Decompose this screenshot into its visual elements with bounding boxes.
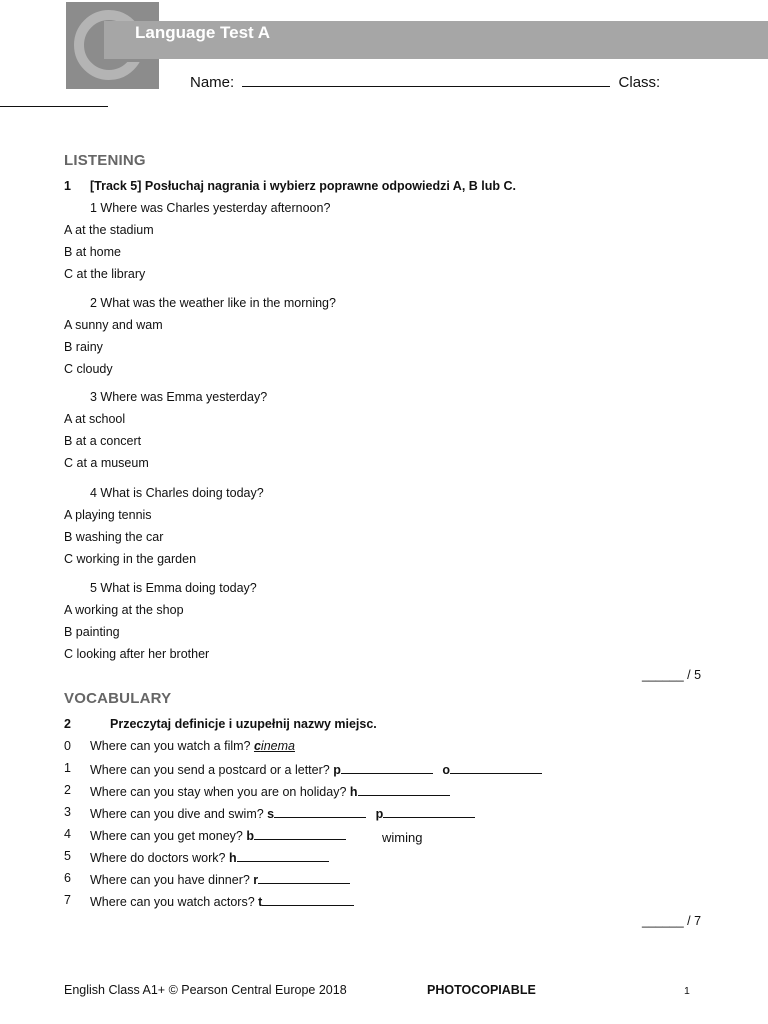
vocab-question: Where can you watch a film? (90, 739, 254, 753)
section-heading-vocabulary: VOCABULARY (64, 690, 172, 707)
footer-photocopiable: PHOTOCOPIABLE (427, 983, 536, 997)
first-letter: s (267, 807, 275, 821)
answer-option[interactable]: B washing the car (64, 530, 164, 544)
example-answer: cinema (253, 739, 295, 753)
class-label: Class: (618, 74, 661, 91)
answer-option[interactable]: A playing tennis (64, 508, 152, 522)
exercise-instruction: Przeczytaj definicje i uzupełnij nazwy miejsc. (110, 717, 377, 731)
first-letter: p (333, 763, 341, 777)
vocab-item (90, 761, 542, 777)
answer-option[interactable]: C looking after her brother (64, 647, 210, 661)
footer-copyright: English Class A1+ © Pearson Central Europe 2018 (64, 983, 347, 997)
vocab-item (90, 783, 450, 799)
item-number: 1 (64, 761, 71, 775)
vocab-item (90, 849, 329, 865)
class-blank[interactable] (0, 106, 108, 107)
question: 2 What was the weather like in the morning? (90, 296, 336, 310)
vocab-item (90, 871, 350, 887)
answer-blank[interactable] (237, 849, 329, 862)
answer-blank[interactable] (383, 805, 475, 818)
answer-option[interactable]: C at the library (64, 267, 146, 281)
item-number: 2 (64, 783, 71, 797)
answer-option[interactable]: C working in the garden (64, 552, 197, 566)
answer-blank[interactable] (358, 783, 450, 796)
first-letter: r (253, 873, 259, 887)
vocab-question: Where do doctors work? (90, 851, 229, 865)
question: 5 What is Emma doing today? (90, 581, 257, 595)
item-number: 4 (64, 827, 71, 841)
answer-option[interactable]: B at home (64, 245, 121, 259)
vocab-item (90, 805, 475, 821)
first-letter: b (246, 829, 254, 843)
first-letter: p (375, 807, 384, 821)
item-number: 7 (64, 893, 71, 907)
answer-blank[interactable] (258, 871, 350, 884)
item-number: 3 (64, 805, 71, 819)
name-label: Name: (190, 74, 235, 91)
score-listening: ______ / 5 (642, 668, 702, 682)
answer-option[interactable]: A working at the shop (64, 603, 184, 617)
answer-option[interactable]: C cloudy (64, 362, 113, 376)
question: 4 What is Charles doing today? (90, 486, 264, 500)
vocab-item (90, 827, 346, 843)
item-number: 0 (64, 739, 71, 753)
exercise-instruction: [Track 5] Posłuchaj nagrania i wybierz poprawne odpowiedzi A, B lub C. (90, 179, 517, 193)
vocab-item (90, 893, 354, 909)
vocab-question: Where can you dive and swim? (90, 807, 268, 821)
answer-option[interactable]: B at a concert (64, 434, 142, 448)
first-letter: t (258, 895, 263, 909)
answer-option[interactable]: C at a museum (64, 456, 149, 470)
vocab-question: Where can you have dinner? (90, 873, 254, 887)
question: 3 Where was Emma yesterday? (90, 390, 268, 404)
title-bar (104, 21, 768, 59)
question: 1 Where was Charles yesterday afternoon? (90, 201, 331, 215)
answer-option[interactable]: B painting (64, 625, 120, 639)
vocab-question: Where can you watch actors? (90, 895, 259, 909)
section-heading-listening: LISTENING (64, 152, 146, 169)
vocab-question: Where can you stay when you are on holiday? (90, 785, 350, 799)
answer-blank[interactable] (450, 761, 542, 774)
answer-option[interactable]: A at the stadium (64, 223, 154, 237)
answer-option[interactable]: A at school (64, 412, 126, 426)
name-field[interactable] (190, 74, 660, 91)
exercise-number: 1 (64, 179, 71, 193)
answer-blank[interactable] (274, 805, 366, 818)
answer-blank[interactable] (341, 761, 433, 774)
vocab-question: Where can you get money? (90, 829, 247, 843)
exercise-number: 2 (64, 717, 71, 731)
item-number: 5 (64, 849, 71, 863)
handwritten-note: wiming (382, 830, 423, 845)
answer-option[interactable]: A sunny and wam (64, 318, 163, 332)
name-blank[interactable] (242, 86, 610, 87)
vocab-question: Where can you send a postcard or a letter? (90, 763, 334, 777)
answer-blank[interactable] (254, 827, 346, 840)
first-letter: h (349, 785, 358, 799)
item-number: 6 (64, 871, 71, 885)
answer-blank[interactable] (262, 893, 354, 906)
first-letter: h (228, 851, 237, 865)
page-number: 1 (684, 985, 690, 997)
test-title: Language Test A (135, 23, 271, 42)
answer-option[interactable]: B rainy (64, 340, 103, 354)
score-vocabulary: ______ / 7 (642, 914, 702, 928)
first-letter: o (442, 763, 450, 777)
vocab-item (90, 739, 295, 753)
